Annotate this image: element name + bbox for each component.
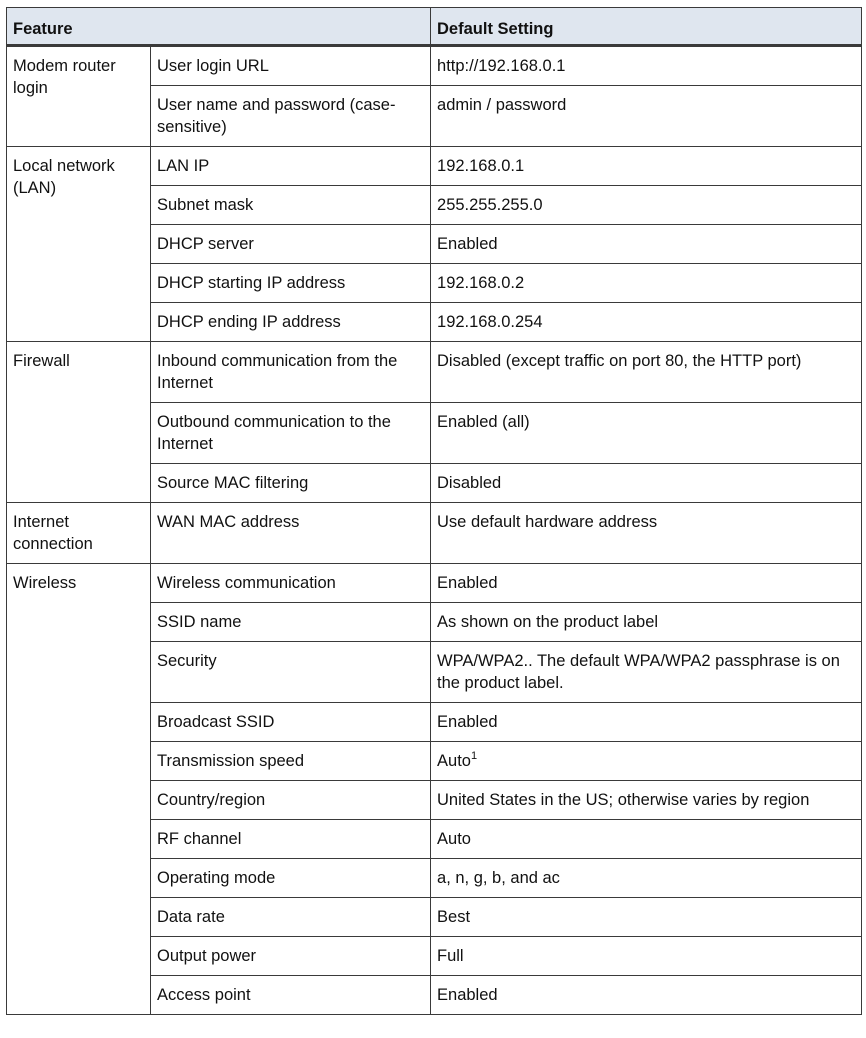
feature-value: Disabled (except traffic on port 80, the HTTP port) bbox=[431, 342, 862, 403]
feature-name: Country/region bbox=[151, 781, 431, 820]
feature-name: Transmission speed bbox=[151, 742, 431, 781]
feature-value: Disabled bbox=[431, 464, 862, 503]
table-row bbox=[7, 342, 862, 403]
feature-value: United States in the US; otherwise varies by region bbox=[431, 781, 862, 820]
feature-name: RF channel bbox=[151, 820, 431, 859]
header-feature: Feature bbox=[7, 8, 431, 46]
feature-value: WPA/WPA2.. The default WPA/WPA2 passphrase is on the product label. bbox=[431, 642, 862, 703]
feature-value: Enabled (all) bbox=[431, 403, 862, 464]
feature-value: Auto bbox=[431, 820, 862, 859]
feature-value: Best bbox=[431, 898, 862, 937]
feature-name: LAN IP bbox=[151, 147, 431, 186]
header-default-setting: Default Setting bbox=[431, 8, 862, 46]
table-row bbox=[7, 503, 862, 564]
feature-name: DHCP server bbox=[151, 225, 431, 264]
feature-value: 192.168.0.1 bbox=[431, 147, 862, 186]
feature-name: Inbound communication from the Internet bbox=[151, 342, 431, 403]
header-row bbox=[7, 8, 862, 46]
group-label-login: Modem router login bbox=[7, 46, 151, 147]
feature-value: Use default hardware address bbox=[431, 503, 862, 564]
feature-value: Auto bbox=[437, 752, 471, 770]
feature-name: Outbound communication to the Internet bbox=[151, 403, 431, 464]
feature-name: Source MAC filtering bbox=[151, 464, 431, 503]
feature-name: Broadcast SSID bbox=[151, 703, 431, 742]
feature-value-with-footnote bbox=[431, 742, 862, 781]
group-label-lan: Local network (LAN) bbox=[7, 147, 151, 342]
group-label-internet: Internet connection bbox=[7, 503, 151, 564]
feature-name: Operating mode bbox=[151, 859, 431, 898]
table-row bbox=[7, 564, 862, 603]
feature-value: 192.168.0.2 bbox=[431, 264, 862, 303]
feature-value: Enabled bbox=[431, 564, 862, 603]
feature-value: Full bbox=[431, 937, 862, 976]
feature-value: Enabled bbox=[431, 976, 862, 1015]
feature-name: User name and password (case-sensitive) bbox=[151, 86, 431, 147]
table-row bbox=[7, 147, 862, 186]
table-row bbox=[7, 46, 862, 86]
default-settings-table bbox=[6, 7, 862, 1015]
feature-value: 192.168.0.254 bbox=[431, 303, 862, 342]
group-label-firewall: Firewall bbox=[7, 342, 151, 503]
feature-value: Enabled bbox=[431, 225, 862, 264]
group-label-wireless: Wireless bbox=[7, 564, 151, 1015]
feature-name: Security bbox=[151, 642, 431, 703]
feature-name: Wireless communication bbox=[151, 564, 431, 603]
feature-value: admin / password bbox=[431, 86, 862, 147]
feature-name: Output power bbox=[151, 937, 431, 976]
feature-value: 255.255.255.0 bbox=[431, 186, 862, 225]
feature-name: WAN MAC address bbox=[151, 503, 431, 564]
feature-name: Access point bbox=[151, 976, 431, 1015]
feature-value: http://192.168.0.1 bbox=[431, 46, 862, 86]
feature-value: Enabled bbox=[431, 703, 862, 742]
feature-name: Subnet mask bbox=[151, 186, 431, 225]
feature-name: Data rate bbox=[151, 898, 431, 937]
feature-value: As shown on the product label bbox=[431, 603, 862, 642]
feature-name: User login URL bbox=[151, 46, 431, 86]
footnote-marker: 1 bbox=[470, 749, 478, 762]
feature-name: DHCP starting IP address bbox=[151, 264, 431, 303]
feature-value: a, n, g, b, and ac bbox=[431, 859, 862, 898]
feature-name: DHCP ending IP address bbox=[151, 303, 431, 342]
feature-name: SSID name bbox=[151, 603, 431, 642]
